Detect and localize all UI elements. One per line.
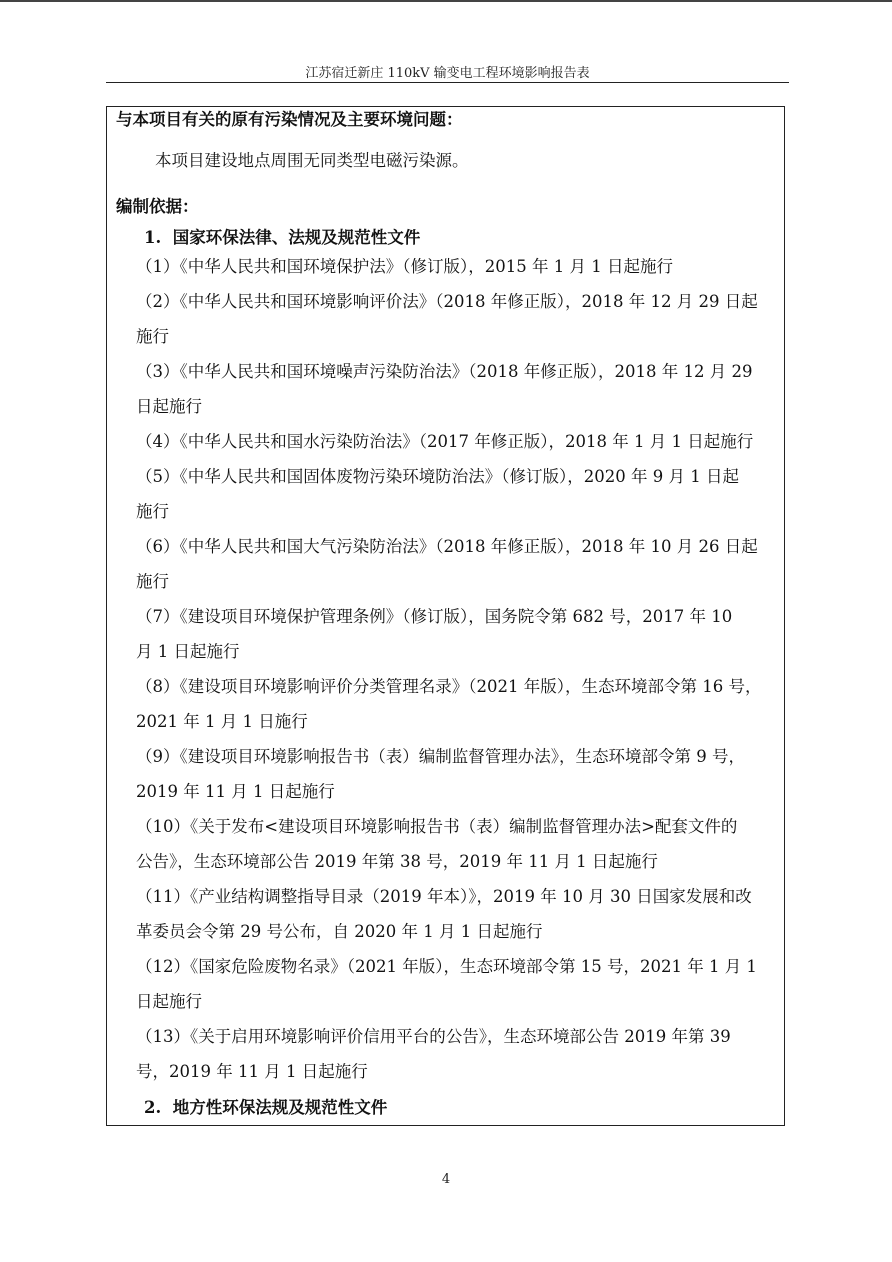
basis-subheading-local: 2. 地方性环保法规及规范性文件 bbox=[144, 1098, 388, 1117]
basis-item-5-line-2: 施行 bbox=[136, 502, 169, 521]
basis-item-10-line-1: （10）《关于发布<建设项目环境影响报告书（表）编制监督管理办法>配套文件的 bbox=[136, 817, 738, 836]
basis-item-11-line-1: （11）《产业结构调整指导目录（2019 年本）》，2019 年 10 月 30 日国家发展和改 bbox=[136, 887, 752, 906]
page-number: 4 bbox=[441, 1172, 451, 1187]
basis-item-12-line-1: （12）《国家危险废物名录》（2021 年版），生态环境部令第 15 号，2021 年 1 月 1 bbox=[136, 957, 757, 976]
basis-item-13-line-1: （13）《关于启用环境影响评价信用平台的公告》，生态环境部公告 2019 年第 39 bbox=[136, 1027, 731, 1046]
basis-heading: 编制依据： bbox=[116, 197, 199, 216]
page-header-title: 江苏宿迁新庄 110kV 输变电工程环境影响报告表 bbox=[305, 66, 590, 81]
basis-item-11-line-2: 革委员会令第 29 号公布，自 2020 年 1 月 1 日起施行 bbox=[136, 922, 543, 941]
basis-subheading-national: 1. 国家环保法律、法规及规范性文件 bbox=[144, 228, 421, 247]
top-border-line bbox=[0, 0, 892, 2]
basis-item-9-line-1: （9）《建设项目环境影响报告书（表）编制监督管理办法》，生态环境部令第 9 号， bbox=[136, 747, 745, 766]
basis-item-5-line-1: （5）《中华人民共和国固体废物污染环境防治法》（修订版），2020 年 9 月 1 日起 bbox=[136, 467, 739, 486]
basis-item-3-line-2: 日起施行 bbox=[136, 397, 202, 416]
header-rule bbox=[106, 82, 789, 83]
basis-item-7-line-2: 月 1 日起施行 bbox=[136, 642, 240, 661]
basis-item-2-line-2: 施行 bbox=[136, 327, 169, 346]
basis-item-1-line-1: （1）《中华人民共和国环境保护法》（修订版），2015 年 1 月 1 日起施行 bbox=[136, 257, 673, 276]
basis-item-6-line-2: 施行 bbox=[136, 572, 169, 591]
basis-item-10-line-2: 公告》，生态环境部公告 2019 年第 38 号，2019 年 11 月 1 日起施行 bbox=[136, 852, 658, 871]
basis-item-3-line-1: （3）《中华人民共和国环境噪声污染防治法》（2018 年修正版），2018 年 12 月 29 bbox=[136, 362, 753, 381]
basis-item-13-line-2: 号，2019 年 11 月 1 日起施行 bbox=[136, 1062, 368, 1081]
basis-item-8-line-2: 2021 年 1 月 1 日施行 bbox=[136, 712, 308, 731]
basis-item-6-line-1: （6）《中华人民共和国大气污染防治法》（2018 年修正版），2018 年 10 月 26 日起 bbox=[136, 537, 758, 556]
basis-item-4-line-1: （4）《中华人民共和国水污染防治法》（2017 年修正版），2018 年 1 月 1 日起施行 bbox=[136, 432, 754, 451]
basis-item-2-line-1: （2）《中华人民共和国环境影响评价法》（2018 年修正版），2018 年 12 月 29 日起 bbox=[136, 292, 758, 311]
pollution-heading: 与本项目有关的原有污染情况及主要环境问题： bbox=[116, 110, 463, 129]
basis-item-9-line-2: 2019 年 11 月 1 日起施行 bbox=[136, 782, 335, 801]
basis-item-12-line-2: 日起施行 bbox=[136, 992, 202, 1011]
pollution-body: 本项目建设地点周围无同类型电磁污染源。 bbox=[155, 151, 469, 170]
basis-item-7-line-1: （7）《建设项目环境保护管理条例》（修订版），国务院令第 682 号，2017 年 10 bbox=[136, 607, 733, 626]
basis-item-8-line-1: （8）《建设项目环境影响评价分类管理名录》（2021 年版），生态环境部令第 16 号， bbox=[136, 677, 762, 696]
